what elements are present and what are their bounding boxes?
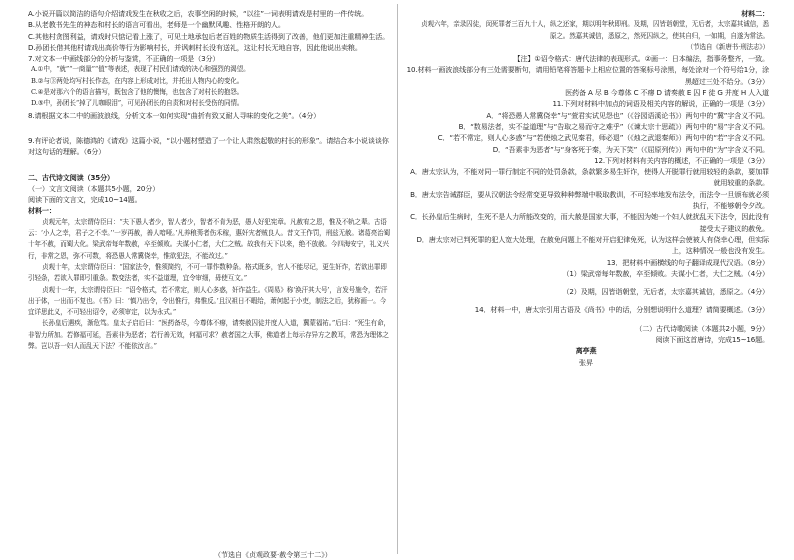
- passage-paragraph: 长孙皇后遇疾，渐危笃。皇太子启后曰：“医药备尽，今尊体不瘳，请奏赦囚徒并度人入道，冀蒙福祐。”后曰：“死生有命，非智力所加。若修福可延，吾素非为恶者；若行善无效，何福可求？赦者国之大事，佛道者上每示存异方之教耳，常恐为理体之弊。岂以吾一妇人而乱天下法？不能依汝言。”: [28, 319, 390, 351]
- annotation-note: 【注】①诏令格式：唐代法律的表现形式。②画一：日本编法，指事务整齐，一致。: [513, 54, 769, 64]
- option-c: C.其他村贪图利益，请戏时只惦记看上涨了，可见土地承包后老百姓的物质生活得到了改善，他们更加注重精神生活。: [28, 31, 390, 41]
- question-14: 14．材料一中，唐太宗引用古语及《尚书》中的话，分别想说明什么道理？请简要概述。（3分）: [474, 305, 769, 315]
- right-column: [403, 8, 769, 368]
- q11-option-b: B．“数易法者，实不益道理”与“告取之易而守之难乎”（《谏太宗十思疏》）两句中的“易”字含义不同。: [458, 121, 769, 131]
- question-12: 12.下列对材料有关内容的概述，不正确的一项是（3分）: [594, 155, 769, 165]
- q7-option-c: C.④是对那六个的语言描写，既包含了他的懊悔，也包含了对村长的抱怨。: [31, 88, 244, 97]
- q11-option-c: C．“若不常定，则人心多惑”与“若使烛之武见秦君，师必退”（《烛之武退秦师》）两句中的“若”字含义不同。: [437, 133, 769, 143]
- material-2-source: （节选自《新唐书·刑法志》）: [686, 42, 769, 51]
- poem-title: 离亭燕: [575, 346, 597, 356]
- option-d: D.孙团长借其他村请戏出高价等行为影响村长，并讽刺村长没有送礼，这让村长无地自容，因此他说出卖粮。: [28, 42, 362, 52]
- q12-option-b: B．唐太宗告诫群臣，要从汉朝法令经常变更导致种种弊端中吸取教训，不可轻率地发布法令，而法令一旦颁布就必须执行，不能够朝令夕改。: [410, 189, 769, 211]
- q7-option-a: A.①中，“就”“一商量”“值”等表述，表现了村民们请戏的决心和强烈的渴望。: [31, 65, 250, 74]
- reading-instruction: 阅读下面的文言文，完成10~14题。: [28, 195, 142, 205]
- passage-paragraph: 贞观十一年，太宗谓侍臣曰：“诏令格式，若不常定，则人心多惑，奸诈益生。《周易》称‘涣汗其大号’，言发号施令，若汗出于体，一出而不复也。《书》曰：‘慎乃出令，令出惟行，弗惟反。’且汉祖日不暇给，萧何起于小吏，制法之后，犹称画一。今宜详思此义，不可轻出诏令，必须审定，以为永式。”: [28, 285, 388, 317]
- q13-item-2: （2）及期，囚皆诣朝堂，无后者，太宗嘉其诚信，悉原之。（4分）: [562, 287, 769, 297]
- material-2-text: 贞观六年，亲录囚徒，闵死罪者三百九十人，纵之还家，期以明年秋即刑。及期，囚皆诣朝堂，无后者，太宗嘉其诚信，悉原之。然嘉其诚信，悉原之，然死囚纵之，使其自归，一如期，自遂为常法。: [421, 20, 769, 40]
- question-8: 8.请根据文本二中的画波浪线，分析文本一如何实现“曲折有致又耐人寻味的变化之美”。（4分）: [28, 110, 321, 120]
- q12-option-c: C．长孙皇后生病时，生死不是人力所能改变的，而大赦是国家大事，不能因为她一个妇人就扰乱天下法令，因此没有接受太子建议的赦免。: [410, 212, 769, 233]
- section-2-2-heading: （二）古代诗歌阅读（本题共2小题，9分）: [635, 323, 769, 333]
- passage-paragraph: 贞观元年，太宗谓侍臣曰：“夫下愚人者少，智人者少，智者不肯为恶，愚人好犯宪章。凡赦宥之恩，惟及不轨之辈。古语云：‘小人之幸，君子之不幸。’‘一岁再赦，善人喑哑。’凡养稂莠者伤禾稼，惠奸宄者贼良人。昔文王作罚，刑兹无赦。诸葛亮治蜀十年不赦，而蜀大化。梁武帝每年数赦，卒至倾败。夫谋小仁者，大仁之贼。故我有天下以来，绝不放赦。今四海安宁，礼义兴行，非常之恩，弥不可数，将恐愚人常冀侥幸，惟欲犯法，不能改过。”: [28, 217, 391, 260]
- q12-option-a: A．唐太宗认为，不能对同一罪行制定不同的处罚条款，条款繁多易生奸诈，使得人开脱罪行就用较轻的条款，要加罪就用较重的条款。: [410, 167, 769, 188]
- left-source: （节选自《贞观政要·赦令第三十二》）: [214, 551, 332, 559]
- q12-option-d: D．唐太宗对已判死罪的犯人宽大处理，在赦免问题上不能对开启犯律免死，认为这样会使被人有侥幸心理，但实际上，这种情况一般也没有发生。: [416, 234, 769, 256]
- q7-option-b: B.②与③两处均写村长作态，在内容上形成对比，并托出人物内心的变化。: [31, 76, 244, 85]
- question-11: 11.下列对材料中加点的词语及相关内容的解说，正确的一项是（3分）: [552, 99, 769, 109]
- question-13: 13．把材料中画横线的句子翻译成现代汉语。（8分）: [606, 257, 769, 267]
- q13-item-1: （1）梁武帝每年数赦，卒至倾败。夫谋小仁者，大仁之贼。（4分）: [562, 268, 769, 278]
- material-2-label: 材料二：: [741, 9, 769, 18]
- section-2-heading: 二、古代诗文阅读（35分）: [28, 172, 114, 182]
- poem-instruction: 阅读下面这首唐诗，完成15~16题。: [655, 335, 769, 345]
- option-b: B.从老教书先生的神态和村长的语言可看出，老师是一个幽默风趣、性格开朗的人。: [28, 20, 285, 30]
- question-10: 10.材料一画波浪线部分有三处需要断句，请用铅笔将答题卡上相应位置的答案标号涂黑，每处涂对一个符号给1分，涂黑超过三处不给分。（3分）: [406, 65, 769, 86]
- left-column: [28, 8, 391, 352]
- section-2-1-heading: （一）文言文阅读（本题共5小题，20分）: [28, 183, 160, 193]
- q10-sentence: 医药备 A 尽 B 今尊体 C 不瘳 D 请奏赦 E 囚 F 徒 G 并度 H 人入道: [565, 88, 769, 98]
- q11-option-d: D．“吾素非为恶者”与“身客死于秦，为天下笑”（《屈原列传》）两句中的“为”字含义不同。: [492, 144, 769, 154]
- q11-option-a: A．“将恐愚人常冀侥幸”与“萱君实试见怨也”（《谷园语溪论书》）两句中的“冀”字含义不同。: [486, 110, 769, 120]
- poem-author: 张昇: [579, 357, 593, 367]
- question-7: 7.对文本一中画线部分的分析与鉴赏，不正确的一项是（3分）: [28, 54, 220, 64]
- option-a: A.小说开篇以简洁的语句介绍请戏发生在秋收之后，农事空闲的时候，“以往”一词表明请戏是村里的一件传统。: [28, 9, 369, 18]
- passage-paragraph: 贞观十年，太宗谓侍臣曰：“国家法令，惟须简约，不可一罪作数种条。格式既多，官人不能尽记，更生奸诈，若欲出罪即引轻条，若欲入罪即引重条。数变法者，实不益道理，宜令审细，毋使互文。”: [28, 262, 387, 283]
- question-9: 9.有评论者说，陈德鸿的《请戏》这篇小说，“以小题材塑造了一个让人肃然起敬的村长的形象”。请结合本小说谈谈你对这句话的理解。（6分）: [28, 135, 389, 157]
- column-divider: [397, 4, 398, 554]
- material-1-label: 材料一：: [28, 206, 56, 216]
- q7-option-d: D.⑤中，孙团长“掉了儿咖眼泪”，可见孙团长的自责和对村长受伤的同情。: [31, 99, 244, 108]
